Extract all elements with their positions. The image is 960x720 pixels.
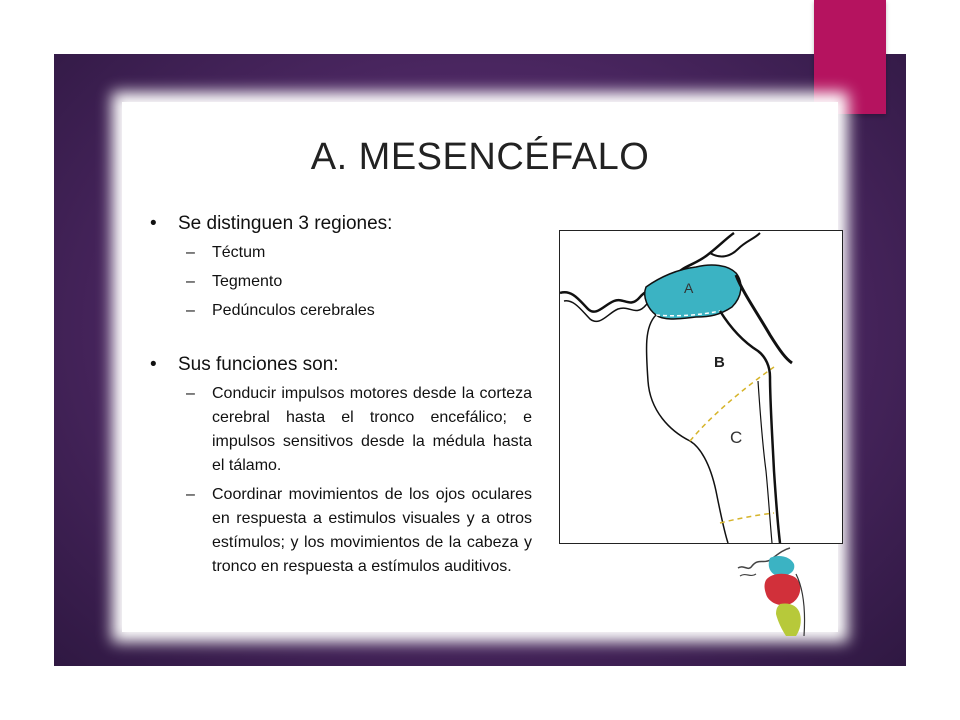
label-c: C (730, 428, 743, 447)
stem-left-outline (646, 315, 728, 543)
thumb-wave-line-2 (740, 574, 756, 576)
thumb-region-green (776, 603, 801, 636)
boundary-c-bottom-dash (720, 513, 774, 523)
sub-item-text: Téctum (212, 244, 266, 261)
dash-marker: – (186, 486, 195, 503)
accent-bar (814, 0, 886, 114)
sub-item-text: Coordinar movimientos de los ojos oculares en respuesta a estimulos visuales y a otros estímulos; y los movimientos de la cabeza y tronco en respuesta a estímulos auditivos. (212, 486, 532, 575)
bullet-functions-text: Sus funciones son: (178, 354, 339, 375)
bullet-regions (146, 212, 532, 236)
label-a: A (684, 280, 694, 296)
upper-wave (710, 233, 760, 256)
fiber-tract-line (736, 275, 792, 363)
thumb-region-red (765, 574, 801, 606)
slide-title: A. MESENCÉFALO (310, 136, 650, 178)
spacer (146, 323, 532, 353)
dash-marker: – (186, 385, 195, 402)
stem-right-outline (720, 311, 780, 543)
sub-item-text: Tegmento (212, 273, 283, 290)
slide-content (146, 212, 532, 579)
sub-item-pedunculos (146, 299, 532, 323)
brainstem-diagram-svg (560, 231, 842, 543)
sub-item-text: Pedúnculos cerebrales (212, 302, 375, 319)
sub-item-function-2 (146, 483, 532, 579)
bullet-regions-text: Se distinguen 3 regiones: (178, 213, 393, 234)
sub-item-tectum (146, 241, 532, 265)
dash-marker: – (186, 244, 195, 261)
color-thumbnail-diagram (734, 546, 830, 636)
sub-item-text: Conducir impulsos motores desde la corteza cerebral hasta el tronco encefálico; e impulsos sensitivos desde la médula hasta el tálamo. (212, 385, 532, 474)
sub-item-function-1 (146, 382, 532, 478)
color-thumbnail-svg (734, 546, 830, 636)
thumb-region-teal (769, 556, 795, 576)
dash-marker: – (186, 302, 195, 319)
sub-item-tegmento (146, 270, 532, 294)
brainstem-diagram (559, 230, 843, 544)
label-b: B (714, 354, 725, 371)
bullet-functions (146, 353, 532, 377)
bullet-dot: • (150, 354, 157, 375)
bullet-dot: • (150, 213, 157, 234)
dash-marker: – (186, 273, 195, 290)
slide-card (122, 102, 838, 632)
